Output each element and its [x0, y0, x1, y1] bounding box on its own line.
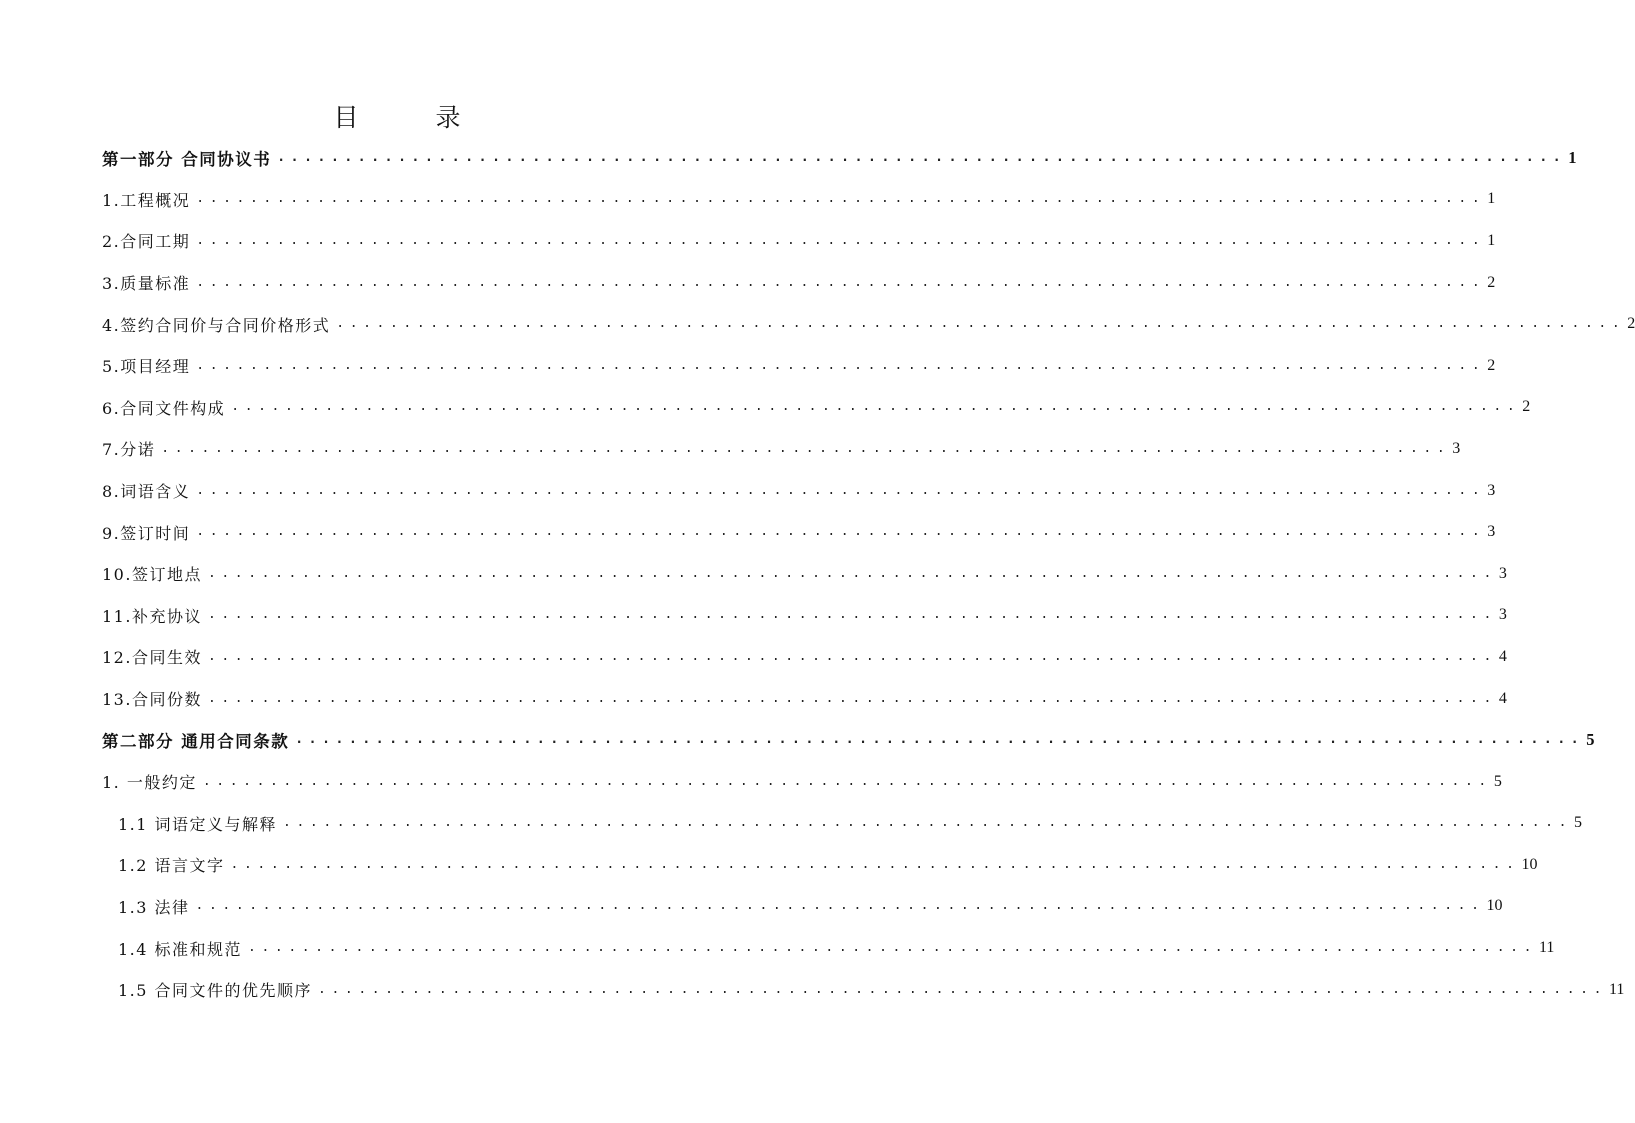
- toc-entry-part-2[interactable]: [102, 719, 1595, 761]
- toc-entry-label: 1.3 法律: [118, 897, 190, 917]
- toc-leader-dots: ................................................................................................: [207, 648, 1497, 664]
- toc-leader-dots: ................................................................................................: [207, 565, 1497, 581]
- table-of-contents: [102, 137, 1635, 1010]
- toc-entry[interactable]: [102, 303, 1635, 345]
- toc-entry-label: 12.合同生效: [102, 648, 202, 668]
- toc-page-number: 1: [1487, 231, 1496, 249]
- toc-page-number: 3: [1487, 523, 1496, 541]
- toc-leader-dots: ................................................................................................: [318, 981, 1608, 997]
- toc-page-number: 1: [1487, 190, 1496, 208]
- toc-entry[interactable]: [102, 262, 1496, 304]
- toc-page-number: 2: [1487, 356, 1496, 374]
- toc-page-number: 3: [1487, 481, 1496, 499]
- toc-leader-dots: ................................................................................................: [207, 607, 1497, 623]
- toc-leader-dots: ................................................................................................: [161, 440, 1451, 456]
- toc-page-number: 2: [1627, 315, 1635, 333]
- toc-leader-dots: ................................................................................................: [248, 940, 1538, 956]
- toc-entry-label: 3.质量标准: [102, 274, 191, 294]
- toc-subentry[interactable]: [102, 844, 1538, 886]
- toc-leader-dots: ................................................................................................: [336, 316, 1626, 332]
- toc-page-number: 4: [1498, 647, 1507, 665]
- toc-subentry[interactable]: [102, 969, 1625, 1011]
- toc-entry-label: 1.1 词语定义与解释: [118, 814, 278, 834]
- toc-entry[interactable]: [102, 678, 1507, 720]
- toc-leader-dots: ................................................................................................: [196, 357, 1486, 373]
- toc-entry-label: 8.词语含义: [102, 482, 191, 502]
- toc-entry[interactable]: [102, 553, 1507, 595]
- toc-leader-dots: ................................................................................................: [196, 191, 1486, 207]
- toc-entry[interactable]: [102, 511, 1496, 553]
- toc-entry[interactable]: [102, 428, 1461, 470]
- toc-entry-label: 1.工程概况: [102, 190, 191, 210]
- toc-page-number: 5: [1574, 814, 1583, 832]
- toc-leader-dots: ................................................................................................: [196, 274, 1486, 290]
- toc-subentry[interactable]: [102, 927, 1555, 969]
- page-title: 目 录: [333, 103, 487, 132]
- toc-page-number: 11: [1609, 980, 1625, 998]
- toc-subentry[interactable]: [102, 886, 1503, 928]
- toc-entry-label: 9.签订时间: [102, 523, 191, 543]
- toc-leader-dots: ................................................................................................: [202, 773, 1492, 789]
- toc-leader-dots: ................................................................................................: [195, 898, 1485, 914]
- toc-entry[interactable]: [102, 387, 1531, 429]
- toc-subentry[interactable]: [102, 803, 1583, 845]
- toc-entry-label: 1. 一般约定: [102, 773, 197, 793]
- toc-leader-dots: ................................................................................................: [295, 732, 1585, 748]
- toc-entry[interactable]: [102, 179, 1496, 221]
- toc-entry-label: 6.合同文件构成: [102, 398, 226, 418]
- toc-page-number: 10: [1521, 855, 1538, 873]
- toc-page-number: 2: [1522, 398, 1531, 416]
- toc-leader-dots: ................................................................................................: [230, 856, 1520, 872]
- toc-leader-dots: ................................................................................................: [196, 482, 1486, 498]
- toc-leader-dots: ................................................................................................: [207, 690, 1497, 706]
- toc-entry-label: 1.5 合同文件的优先顺序: [118, 981, 313, 1001]
- toc-entry-label: 11.补充协议: [102, 606, 202, 626]
- toc-entry-label: 第一部分 合同协议书: [102, 149, 272, 169]
- toc-entry[interactable]: [102, 595, 1507, 637]
- toc-entry-label: 2.合同工期: [102, 232, 191, 252]
- toc-page-number: 1: [1568, 147, 1577, 167]
- toc-entry-label: 5.项目经理: [102, 357, 191, 377]
- toc-page-number: 3: [1498, 564, 1507, 582]
- toc-entry-part-1[interactable]: [102, 137, 1577, 179]
- toc-entry-label: 13.合同份数: [102, 690, 202, 710]
- toc-page-number: 3: [1498, 606, 1507, 624]
- toc-page-number: 10: [1486, 897, 1503, 915]
- toc-entry-label: 1.2 语言文字: [118, 856, 225, 876]
- toc-entry[interactable]: [102, 636, 1507, 678]
- toc-page-number: 11: [1539, 939, 1555, 957]
- toc-page-number: 5: [1586, 730, 1595, 750]
- toc-entry-label: 4.签约合同价与合同价格形式: [102, 315, 331, 335]
- toc-entry[interactable]: [102, 761, 1502, 803]
- toc-page-number: 2: [1487, 273, 1496, 291]
- toc-leader-dots: ................................................................................................: [196, 524, 1486, 540]
- toc-entry-label: 1.4 标准和规范: [118, 939, 243, 959]
- toc-page-number: 4: [1498, 689, 1507, 707]
- toc-leader-dots: ................................................................................................: [196, 232, 1486, 248]
- toc-entry[interactable]: [102, 470, 1496, 512]
- toc-page-number: 3: [1452, 439, 1461, 457]
- toc-entry-label: 第二部分 通用合同条款: [102, 732, 290, 752]
- toc-leader-dots: ................................................................................................: [277, 149, 1567, 165]
- toc-entry[interactable]: [102, 345, 1496, 387]
- toc-page-number: 5: [1493, 772, 1502, 790]
- toc-entry-label: 7.分诺: [102, 440, 156, 460]
- toc-entry[interactable]: [102, 220, 1496, 262]
- toc-entry-label: 10.签订地点: [102, 565, 202, 585]
- toc-leader-dots: ................................................................................................: [231, 399, 1521, 415]
- toc-leader-dots: ................................................................................................: [283, 815, 1573, 831]
